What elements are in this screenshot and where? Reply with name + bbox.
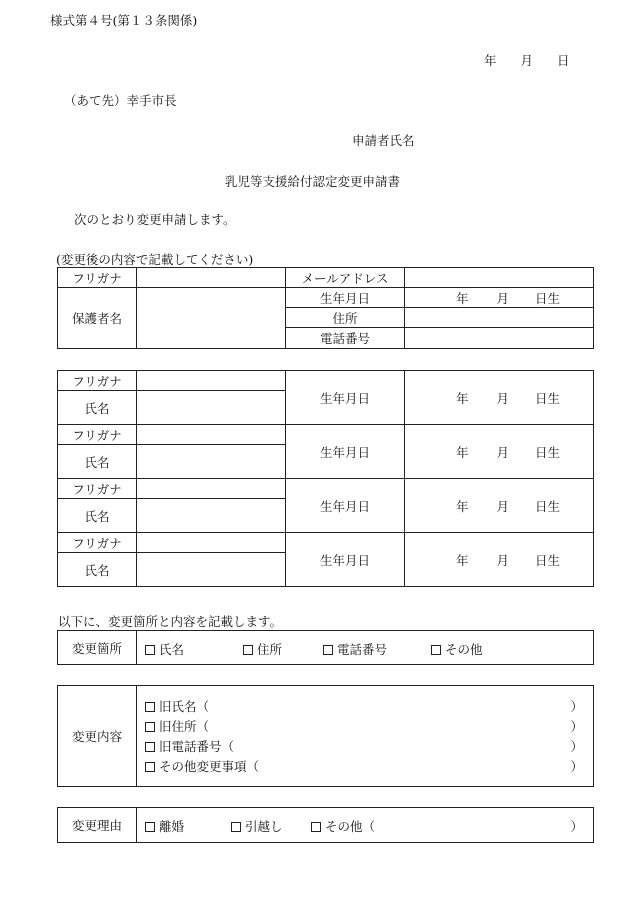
children-table — [57, 370, 594, 587]
child-row — [58, 371, 594, 391]
reason-close-paren: ） — [570, 819, 583, 834]
document-title: 乳児等支援給付認定変更申請書 — [225, 174, 401, 189]
day-label: 日生 — [535, 390, 561, 406]
child-row — [58, 533, 594, 553]
guardian-birthdate-label: 生年月日 — [286, 288, 405, 308]
date-month-label: 月 — [520, 53, 534, 68]
location-option-name[interactable]: 氏名 — [145, 640, 184, 658]
guardian-birthdate-field[interactable] — [405, 288, 594, 308]
child-birthdate-field[interactable] — [405, 479, 594, 533]
child-name-field[interactable] — [137, 553, 286, 587]
checkbox[interactable] — [431, 645, 441, 655]
child-birthdate-field[interactable] — [405, 533, 594, 587]
location-option-address[interactable]: 住所 — [243, 640, 282, 658]
change-reason-options — [137, 808, 594, 843]
child-furigana-label: フリガナ — [58, 533, 137, 553]
child-name-field[interactable] — [137, 499, 286, 533]
child-birthdate-label: 生年月日 — [286, 533, 405, 587]
checkbox[interactable] — [145, 762, 155, 772]
date-year-label: 年 — [484, 53, 497, 68]
year-label: 年 — [455, 290, 469, 306]
content-option-old-address[interactable]: 旧住所（ ） — [145, 717, 583, 735]
day-label: 日生 — [535, 498, 561, 514]
guardian-note: (変更後の内容で記載してください) — [56, 252, 254, 267]
location-option-other[interactable]: その他 — [431, 640, 483, 658]
form-number: 様式第４号(第１３条関係) — [50, 13, 198, 28]
change-content-options — [137, 686, 594, 787]
guardian-table — [57, 267, 594, 349]
child-furigana-field[interactable] — [137, 533, 286, 553]
change-location-label: 変更箇所 — [58, 631, 137, 665]
email-field[interactable] — [405, 268, 594, 288]
child-furigana-field[interactable] — [137, 479, 286, 499]
year-label: 年 — [455, 498, 469, 514]
month-label: 月 — [496, 498, 509, 514]
change-content-label: 変更内容 — [58, 686, 137, 787]
child-birthdate-label: 生年月日 — [286, 479, 405, 533]
changes-intro: 以下に、変更箇所と内容を記載します。 — [58, 614, 283, 629]
child-birthdate-field[interactable] — [405, 425, 594, 479]
addressee: （あて先）幸手市長 — [64, 93, 177, 108]
guardian-name-label: 保護者名 — [58, 288, 137, 349]
month-label: 月 — [496, 552, 509, 568]
year-label: 年 — [455, 390, 469, 406]
address-field[interactable] — [405, 308, 594, 328]
checkbox[interactable] — [145, 822, 155, 832]
checkbox[interactable] — [311, 822, 321, 832]
day-label: 日生 — [535, 290, 561, 306]
reason-option-moving[interactable]: 引越し — [231, 817, 283, 835]
intro-text: 次のとおり変更申請します。 — [74, 212, 236, 227]
guardian-furigana-label: フリガナ — [58, 268, 137, 288]
email-label: メールアドレス — [286, 268, 405, 288]
content-option-other[interactable]: その他変更事項（ ） — [145, 757, 583, 775]
change-reason-label: 変更理由 — [58, 808, 137, 843]
change-reason-table — [57, 807, 594, 843]
child-name-field[interactable] — [137, 445, 286, 479]
reason-option-divorce[interactable]: 離婚 — [145, 817, 184, 835]
content-option-old-name[interactable]: 旧氏名（ ） — [145, 697, 583, 715]
checkbox[interactable] — [243, 645, 253, 655]
year-label: 年 — [455, 444, 469, 460]
guardian-name-field[interactable] — [137, 288, 286, 349]
child-birthdate-field[interactable] — [405, 371, 594, 425]
content-option-old-phone[interactable]: 旧電話番号（ ） — [145, 737, 583, 755]
child-furigana-label: フリガナ — [58, 371, 137, 391]
month-label: 月 — [496, 444, 509, 460]
change-location-options — [137, 631, 594, 665]
guardian-furigana-field[interactable] — [137, 268, 286, 288]
reason-option-other[interactable]: その他（ — [311, 817, 375, 835]
address-label: 住所 — [286, 308, 405, 328]
checkbox[interactable] — [323, 645, 333, 655]
checkbox[interactable] — [145, 722, 155, 732]
child-name-label: 氏名 — [58, 553, 137, 587]
checkbox[interactable] — [145, 702, 155, 712]
checkbox[interactable] — [145, 742, 155, 752]
child-name-label: 氏名 — [58, 445, 137, 479]
location-option-phone[interactable]: 電話番号 — [323, 640, 387, 658]
phone-field[interactable] — [405, 328, 594, 349]
child-name-field[interactable] — [137, 391, 286, 425]
child-row — [58, 425, 594, 445]
child-name-label: 氏名 — [58, 391, 137, 425]
change-content-table — [57, 685, 594, 787]
checkbox[interactable] — [145, 645, 155, 655]
application-date — [484, 51, 570, 69]
child-row — [58, 479, 594, 499]
day-label: 日生 — [535, 552, 561, 568]
day-label: 日生 — [535, 444, 561, 460]
change-location-table — [57, 630, 594, 665]
child-birthdate-label: 生年月日 — [286, 371, 405, 425]
child-furigana-label: フリガナ — [58, 425, 137, 445]
year-label: 年 — [455, 552, 469, 568]
child-furigana-field[interactable] — [137, 371, 286, 391]
checkbox[interactable] — [231, 822, 241, 832]
child-furigana-field[interactable] — [137, 425, 286, 445]
month-label: 月 — [496, 290, 509, 306]
date-day-label: 日 — [557, 53, 570, 68]
month-label: 月 — [496, 390, 509, 406]
child-name-label: 氏名 — [58, 499, 137, 533]
child-birthdate-label: 生年月日 — [286, 425, 405, 479]
applicant-name-label: 申請者氏名 — [352, 133, 415, 148]
phone-label: 電話番号 — [286, 328, 405, 349]
child-furigana-label: フリガナ — [58, 479, 137, 499]
